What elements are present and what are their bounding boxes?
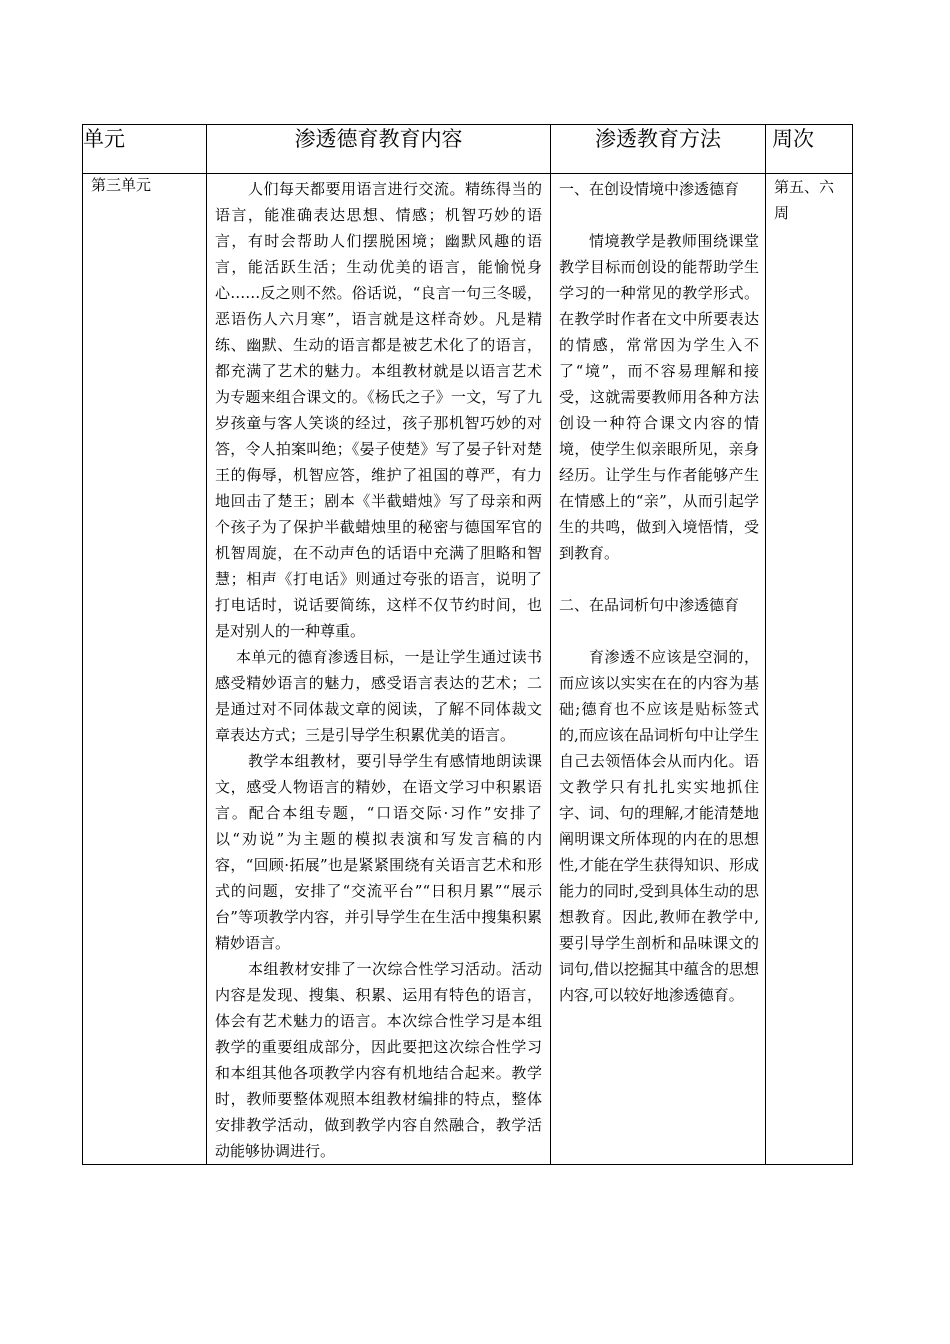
method-paragraph-2: 育渗透不应该是空洞的，而应该以实实在在的内容为基础;德育也不应该是贴标签式的,而应该在品词析句中让学生自己去领悟体会从而内化。语文教学只有扎扎实实地抓住字、词、句的理解,才能清楚地阐明课文所体现的内在的思想性,才能在学生获得知识、形成能力的同时,受到具体生动的思想教育。因此,教师在教学中,要引导学生剖析和品味课文的词句,借以挖掘其中蕴含的思想内容,可以较好地渗透德育。 xyxy=(559,648,759,1004)
moral-education-plan-table xyxy=(82,124,853,1165)
content-paragraph-2: 本单元的德育渗透目标，一是让学生通过读书感受精妙语言的魅力，感受语言表达的艺术；二是通过对不同体裁文章的阅读，了解不同体裁文章表达方式；三是引导学生积累优美的语言。 xyxy=(215,648,542,744)
method-paragraph-1: 情境教学是教师围绕课堂教学目标而创设的能帮助学生学习的一种常见的教学形式。在教学时作者在文中所要表达的情感，常常因为学生入不了“境”，而不容易理解和接受，这就需要教师用各种方法创设一种符合课文内容的情境，使学生似亲眼所见，亲身经历。让学生与作者能够产生在情感上的“亲”，从而引起学生的共鸣，做到入境悟情，受到教育。 xyxy=(559,232,759,562)
moral-content-cell xyxy=(207,174,551,1165)
header-week: 周次 xyxy=(766,125,853,174)
week-label: 第五、六周 xyxy=(774,178,835,222)
method-heading-2: 二、在品词析句中渗透德育 xyxy=(559,596,740,614)
table-header-row xyxy=(83,125,853,174)
method-heading-1: 一、在创设情境中渗透德育 xyxy=(559,180,740,198)
moral-content-text xyxy=(207,174,550,1164)
content-paragraph-4: 本组教材安排了一次综合性学习活动。活动内容是发现、搜集、积累、运用有特色的语言，体会有艺术魅力的语言。本次综合性学习是本组教学的重要组成部分，因此要把这次综合性学习和本组其他各项教学内容有机地结合起来。教学时，教师要整体观照本组教材编排的特点，整体安排教学活动，做到教学内容自然融合，教学活动能够协调进行。 xyxy=(215,960,542,1160)
unit-label: 第三单元 xyxy=(91,176,152,194)
content-paragraph-1: 人们每天都要用语言进行交流。精练得当的语言，能准确表达思想、情感；机智巧妙的语言，有时会帮助人们摆脱困境；幽默风趣的语言，能活跃生活；生动优美的语言，能愉悦身心……反之则不然。俗话说，“良言一句三冬暖，恶语伤人六月寒”，语言就是这样奇妙。凡是精练、幽默、生动的语言都是被艺术化了的语言，都充满了艺术的魅力。本组教材就是以语言艺术为专题来组合课文的。《杨氏之子》一文，写了九岁孩童与客人笑谈的经过，孩子那机智巧妙的对答，令人拍案叫绝；《晏子使楚》写了晏子针对楚王的侮辱，机智应答，维护了祖国的尊严，有力地回击了楚王；剧本《半截蜡烛》写了母亲和两个孩子为了保护半截蜡烛里的秘密与德国军官的机智周旋，在不动声色的话语中充满了胆略和智慧；相声《打电话》则通过夸张的语言，说明了打电话时，说话要简练，这样不仅节约时间，也是对别人的一种尊重。 xyxy=(215,180,542,640)
content-paragraph-3: 教学本组教材，要引导学生有感情地朗读课文，感受人物语言的精妙，在语文学习中积累语言。配合本组专题，“口语交际·习作”安排了以“劝说”为主题的模拟表演和写发言稿的内容，“回顾·拓展”也是紧紧围绕有关语言艺术和形式的问题，安排了“交流平台”“日积月累”“展示台”等项教学内容，并引导学生在生活中搜集积累精妙语言。 xyxy=(215,752,542,952)
header-method: 渗透教育方法 xyxy=(551,125,766,174)
header-moral-content: 渗透德育教育内容 xyxy=(207,125,551,174)
method-cell xyxy=(551,174,766,1165)
week-cell xyxy=(766,174,853,1165)
table-row xyxy=(83,174,853,1165)
method-text xyxy=(551,174,765,1008)
header-unit: 单元 xyxy=(83,125,207,174)
unit-cell xyxy=(83,174,207,1165)
